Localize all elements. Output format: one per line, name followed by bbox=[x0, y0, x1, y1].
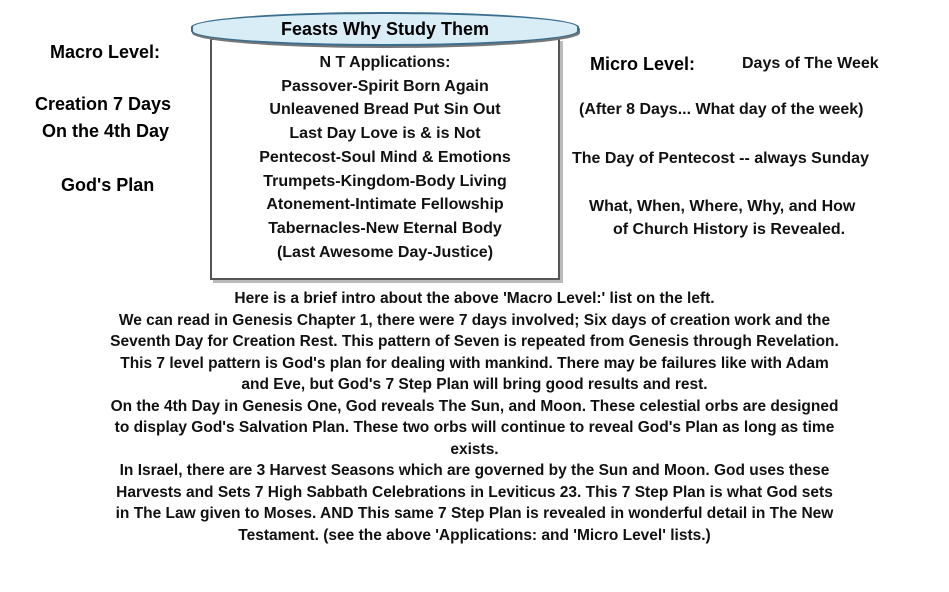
intro-line: and Eve, but God's 7 Step Plan will bring good results and rest. bbox=[241, 376, 708, 393]
gods-plan-label: God's Plan bbox=[61, 175, 155, 195]
intro-line: to display God's Salvation Plan. These two orbs will continue to reveal God's Plan as long as time bbox=[114, 419, 835, 436]
church-history-label: of Church History is Revealed. bbox=[613, 221, 846, 238]
creation-7-days-label: Creation 7 Days bbox=[35, 94, 172, 114]
list-item: Atonement-Intimate Fellowship bbox=[266, 196, 504, 214]
list-item: Pentecost-Soul Mind & Emotions bbox=[259, 148, 511, 166]
micro-level-label: Micro Level: bbox=[590, 54, 696, 74]
days-of-week-label: Days of The Week bbox=[742, 55, 879, 72]
intro-paragraph bbox=[0, 288, 949, 546]
applications-list bbox=[212, 51, 558, 264]
what-when-label: What, When, Where, Why, and How bbox=[589, 198, 856, 215]
intro-line: Harvests and Sets 7 High Sabbath Celebrations in Leviticus 23. This 7 Step Plan is what God sets bbox=[116, 483, 833, 501]
after-8-days-label: (After 8 Days... What day of the week) bbox=[579, 101, 864, 118]
intro-line: In Israel, there are 3 Harvest Seasons which are governed by the Sun and Moon. God uses these bbox=[119, 462, 830, 479]
intro-line: Testament. (see the above 'Applications: and 'Micro Level' lists.) bbox=[238, 526, 711, 544]
intro-line: Here is a brief intro about the above 'Macro Level:' list on the left. bbox=[234, 290, 715, 307]
macro-level-label: Macro Level: bbox=[50, 42, 161, 62]
on-the-4th-day-label: On the 4th Day bbox=[42, 121, 170, 141]
list-item: Unleavened Bread Put Sin Out bbox=[269, 101, 501, 119]
intro-line: exists. bbox=[450, 440, 499, 458]
page-title: Feasts Why Study Them bbox=[191, 12, 579, 46]
applications-heading: N T Applications: bbox=[319, 54, 451, 71]
intro-line: Seventh Day for Creation Rest. This pattern of Seven is repeated from Genesis through Revelation. bbox=[110, 333, 839, 350]
list-item: Last Day Love is & is Not bbox=[289, 125, 481, 143]
intro-line: This 7 level pattern is God's plan for dealing with mankind. There may be failures like with Adam bbox=[120, 354, 829, 372]
pentecost-sunday-label: The Day of Pentecost -- always Sunday bbox=[572, 150, 869, 167]
list-item: Tabernacles-New Eternal Body bbox=[268, 219, 502, 237]
list-item: Trumpets-Kingdom-Body Living bbox=[263, 172, 507, 190]
list-item: Passover-Spirit Born Again bbox=[281, 77, 489, 95]
intro-line: in The Law given to Moses. AND This same 7 Step Plan is revealed in wonderful detail in The New bbox=[115, 505, 834, 522]
intro-line: We can read in Genesis Chapter 1, there were 7 days involved; Six days of creation work and the bbox=[118, 311, 831, 329]
list-item: (Last Awesome Day-Justice) bbox=[276, 243, 494, 261]
intro-line: On the 4th Day in Genesis One, God reveals The Sun, and Moon. These celestial orbs are designed bbox=[110, 397, 839, 415]
